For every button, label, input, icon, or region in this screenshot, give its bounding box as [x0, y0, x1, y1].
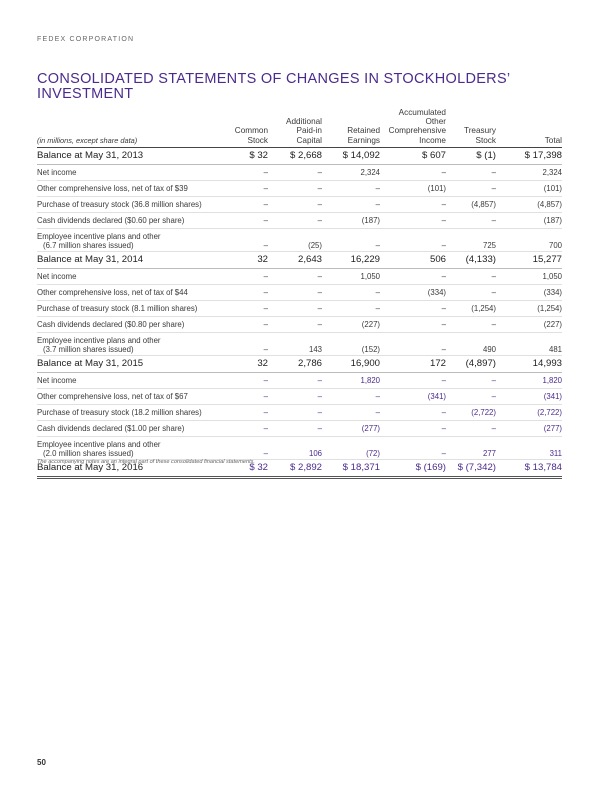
row-label-line: (2.0 million shares issued)	[43, 448, 134, 458]
cell-value: –	[446, 284, 496, 300]
table-row	[37, 332, 562, 355]
cell-value: –	[380, 228, 446, 251]
cell-value: –	[322, 388, 380, 404]
table-row	[37, 228, 562, 251]
cell-value: –	[225, 316, 268, 332]
row-label: Cash dividends declared ($1.00 per share)	[37, 420, 225, 436]
row-label-line: Employee incentive plans and other	[37, 335, 161, 345]
cell-value: (72)	[322, 436, 380, 459]
cell-value: (1,254)	[496, 300, 562, 316]
cell-value: (2,722)	[496, 404, 562, 420]
header-aoci	[380, 108, 446, 147]
cell-value: –	[225, 212, 268, 228]
cell-value: (187)	[496, 212, 562, 228]
cell-value: $ (1)	[446, 147, 496, 164]
cell-value: –	[225, 372, 268, 388]
row-label	[37, 332, 225, 355]
cell-value: –	[446, 180, 496, 196]
cell-value: –	[268, 300, 322, 316]
table-row	[37, 196, 562, 212]
cell-value: –	[225, 420, 268, 436]
cell-value: –	[225, 180, 268, 196]
header-line: Earnings	[347, 135, 380, 145]
cell-value: –	[380, 196, 446, 212]
table-row	[37, 300, 562, 316]
cell-value: $ 18,371	[322, 459, 380, 477]
header-line: Accumulated	[398, 108, 446, 117]
cell-value: $ 2,668	[268, 147, 322, 164]
header-line: Income	[419, 135, 446, 145]
cell-value: –	[446, 164, 496, 180]
cell-value: (2,722)	[446, 404, 496, 420]
cell-value: –	[268, 316, 322, 332]
table-row	[37, 436, 562, 459]
table-row	[37, 164, 562, 180]
cell-value: (227)	[322, 316, 380, 332]
row-label: Purchase of treasury stock (8.1 million shares)	[37, 300, 225, 316]
statement-body	[37, 147, 562, 477]
header-line: Additional	[286, 117, 322, 127]
cell-value: 32	[225, 355, 268, 372]
header-paid-in-capital	[268, 108, 322, 147]
row-label: Cash dividends declared ($0.80 per share)	[37, 316, 225, 332]
table-row	[37, 284, 562, 300]
cell-value: –	[268, 372, 322, 388]
cell-value: (334)	[380, 284, 446, 300]
row-label: Balance at May 31, 2016	[37, 459, 225, 477]
header-line: Stock	[247, 135, 268, 145]
table-row	[37, 388, 562, 404]
cell-value: 1,050	[322, 268, 380, 284]
cell-value: –	[446, 212, 496, 228]
header-line: Stock	[475, 135, 496, 145]
row-label-line: Employee incentive plans and other	[37, 439, 161, 449]
cell-value: (4,857)	[446, 196, 496, 212]
cell-value: $ 32	[225, 147, 268, 164]
table-row	[37, 372, 562, 388]
row-label: Other comprehensive loss, net of tax of $39	[37, 180, 225, 196]
row-label: Net income	[37, 164, 225, 180]
cell-value: (187)	[322, 212, 380, 228]
header-line: Comprehensive	[388, 126, 446, 136]
cell-value: (341)	[380, 388, 446, 404]
row-label: Cash dividends declared ($0.60 per share)	[37, 212, 225, 228]
row-label: Purchase of treasury stock (36.8 million shares)	[37, 196, 225, 212]
cell-value: –	[380, 404, 446, 420]
balance-row	[37, 355, 562, 372]
row-label	[37, 436, 225, 459]
cell-value: 506	[380, 251, 446, 268]
cell-value: –	[268, 212, 322, 228]
cell-value: 311	[496, 436, 562, 459]
cell-value: 2,643	[268, 251, 322, 268]
cell-value: (4,897)	[446, 355, 496, 372]
row-label	[37, 228, 225, 251]
cell-value: $ 13,784	[496, 459, 562, 477]
cell-value: –	[225, 196, 268, 212]
cell-value: –	[380, 212, 446, 228]
row-label: Balance at May 31, 2015	[37, 355, 225, 372]
cell-value: –	[380, 268, 446, 284]
cell-value: 16,229	[322, 251, 380, 268]
cell-value: $ (7,342)	[446, 459, 496, 477]
cell-value: $ 32	[225, 459, 268, 477]
cell-value: –	[380, 164, 446, 180]
cell-value: 700	[496, 228, 562, 251]
cell-value: (4,857)	[496, 196, 562, 212]
statement-table	[37, 108, 562, 479]
table-row	[37, 212, 562, 228]
balance-row	[37, 147, 562, 164]
cell-value: (277)	[322, 420, 380, 436]
header-line: Other	[425, 117, 446, 127]
header-line: Paid-in	[296, 126, 322, 136]
row-label: Purchase of treasury stock (18.2 million shares)	[37, 404, 225, 420]
table-row	[37, 268, 562, 284]
header-line: Retained	[347, 126, 380, 136]
cell-value: 16,900	[322, 355, 380, 372]
cell-value: 2,324	[496, 164, 562, 180]
cell-value: $ 2,892	[268, 459, 322, 477]
cell-value: $ 14,092	[322, 147, 380, 164]
cell-value: –	[380, 300, 446, 316]
cell-value: 490	[446, 332, 496, 355]
cell-value: (152)	[322, 332, 380, 355]
table-row	[37, 180, 562, 196]
row-label: Net income	[37, 372, 225, 388]
header-line: Common	[234, 126, 268, 136]
cell-value: (101)	[380, 180, 446, 196]
footnote: The accompanying notes are an integral part of these consolidated financial statements.	[37, 459, 255, 465]
cell-value: $ 607	[380, 147, 446, 164]
cell-value: (1,254)	[446, 300, 496, 316]
cell-value: 725	[446, 228, 496, 251]
header-total: Total	[496, 108, 562, 147]
cell-value: $ 17,398	[496, 147, 562, 164]
cell-value: –	[322, 404, 380, 420]
cell-value: 143	[268, 332, 322, 355]
cell-value: –	[268, 164, 322, 180]
page-number: 50	[37, 758, 46, 767]
cell-value: –	[225, 164, 268, 180]
cell-value: –	[268, 404, 322, 420]
company-name: FEDEX CORPORATION	[37, 36, 135, 43]
cell-value: 32	[225, 251, 268, 268]
cell-value: 1,820	[496, 372, 562, 388]
header-line: Treasury	[464, 126, 496, 136]
cell-value: (341)	[496, 388, 562, 404]
cell-value: (334)	[496, 284, 562, 300]
cell-value: 2,324	[322, 164, 380, 180]
cell-value: 172	[380, 355, 446, 372]
cell-value: –	[446, 420, 496, 436]
cell-value: $ (169)	[380, 459, 446, 477]
cell-value: –	[446, 268, 496, 284]
page-title: CONSOLIDATED STATEMENTS OF CHANGES IN STOCKHOLDERS’ INVESTMENT	[37, 71, 510, 102]
cell-value: 15,277	[496, 251, 562, 268]
cell-value: –	[268, 420, 322, 436]
units-label: (in millions, except share data)	[37, 108, 225, 147]
header-treasury-stock	[446, 108, 496, 147]
header-line: Capital	[296, 135, 322, 145]
cell-value: –	[268, 268, 322, 284]
table-row	[37, 420, 562, 436]
table-row	[37, 316, 562, 332]
header-common-stock	[225, 108, 268, 147]
cell-value: –	[322, 228, 380, 251]
cell-value: (277)	[496, 420, 562, 436]
cell-value: (25)	[268, 228, 322, 251]
cell-value: (4,133)	[446, 251, 496, 268]
column-header-row	[37, 108, 562, 147]
cell-value: –	[225, 284, 268, 300]
cell-value: –	[380, 420, 446, 436]
cell-value: 481	[496, 332, 562, 355]
cell-value: –	[225, 268, 268, 284]
row-label: Other comprehensive loss, net of tax of $44	[37, 284, 225, 300]
cell-value: –	[225, 404, 268, 420]
cell-value: –	[268, 284, 322, 300]
cell-value: –	[380, 332, 446, 355]
cell-value: 106	[268, 436, 322, 459]
cell-value: –	[380, 372, 446, 388]
cell-value: –	[446, 388, 496, 404]
cell-value: –	[446, 372, 496, 388]
row-label: Balance at May 31, 2013	[37, 147, 225, 164]
cell-value: –	[225, 436, 268, 459]
cell-value: –	[268, 196, 322, 212]
cell-value: –	[322, 196, 380, 212]
cell-value: 14,993	[496, 355, 562, 372]
row-label: Balance at May 31, 2014	[37, 251, 225, 268]
row-label: Net income	[37, 268, 225, 284]
cell-value: –	[225, 388, 268, 404]
cell-value: –	[322, 180, 380, 196]
row-label-line: (3.7 million shares issued)	[43, 344, 134, 354]
cell-value: 2,786	[268, 355, 322, 372]
cell-value: 277	[446, 436, 496, 459]
balance-row	[37, 251, 562, 268]
cell-value: (227)	[496, 316, 562, 332]
cell-value: 1,820	[322, 372, 380, 388]
row-label-line: Employee incentive plans and other	[37, 231, 161, 241]
cell-value: –	[380, 316, 446, 332]
cell-value: –	[322, 284, 380, 300]
table-row	[37, 404, 562, 420]
cell-value: –	[268, 388, 322, 404]
row-label-line: (6.7 million shares issued)	[43, 240, 134, 250]
cell-value: –	[268, 180, 322, 196]
cell-value: –	[380, 436, 446, 459]
row-label: Other comprehensive loss, net of tax of $67	[37, 388, 225, 404]
cell-value: 1,050	[496, 268, 562, 284]
cell-value: –	[322, 300, 380, 316]
cell-value: –	[225, 300, 268, 316]
header-retained-earnings	[322, 108, 380, 147]
cell-value: –	[225, 228, 268, 251]
cell-value: –	[446, 316, 496, 332]
cell-value: (101)	[496, 180, 562, 196]
cell-value: –	[225, 332, 268, 355]
